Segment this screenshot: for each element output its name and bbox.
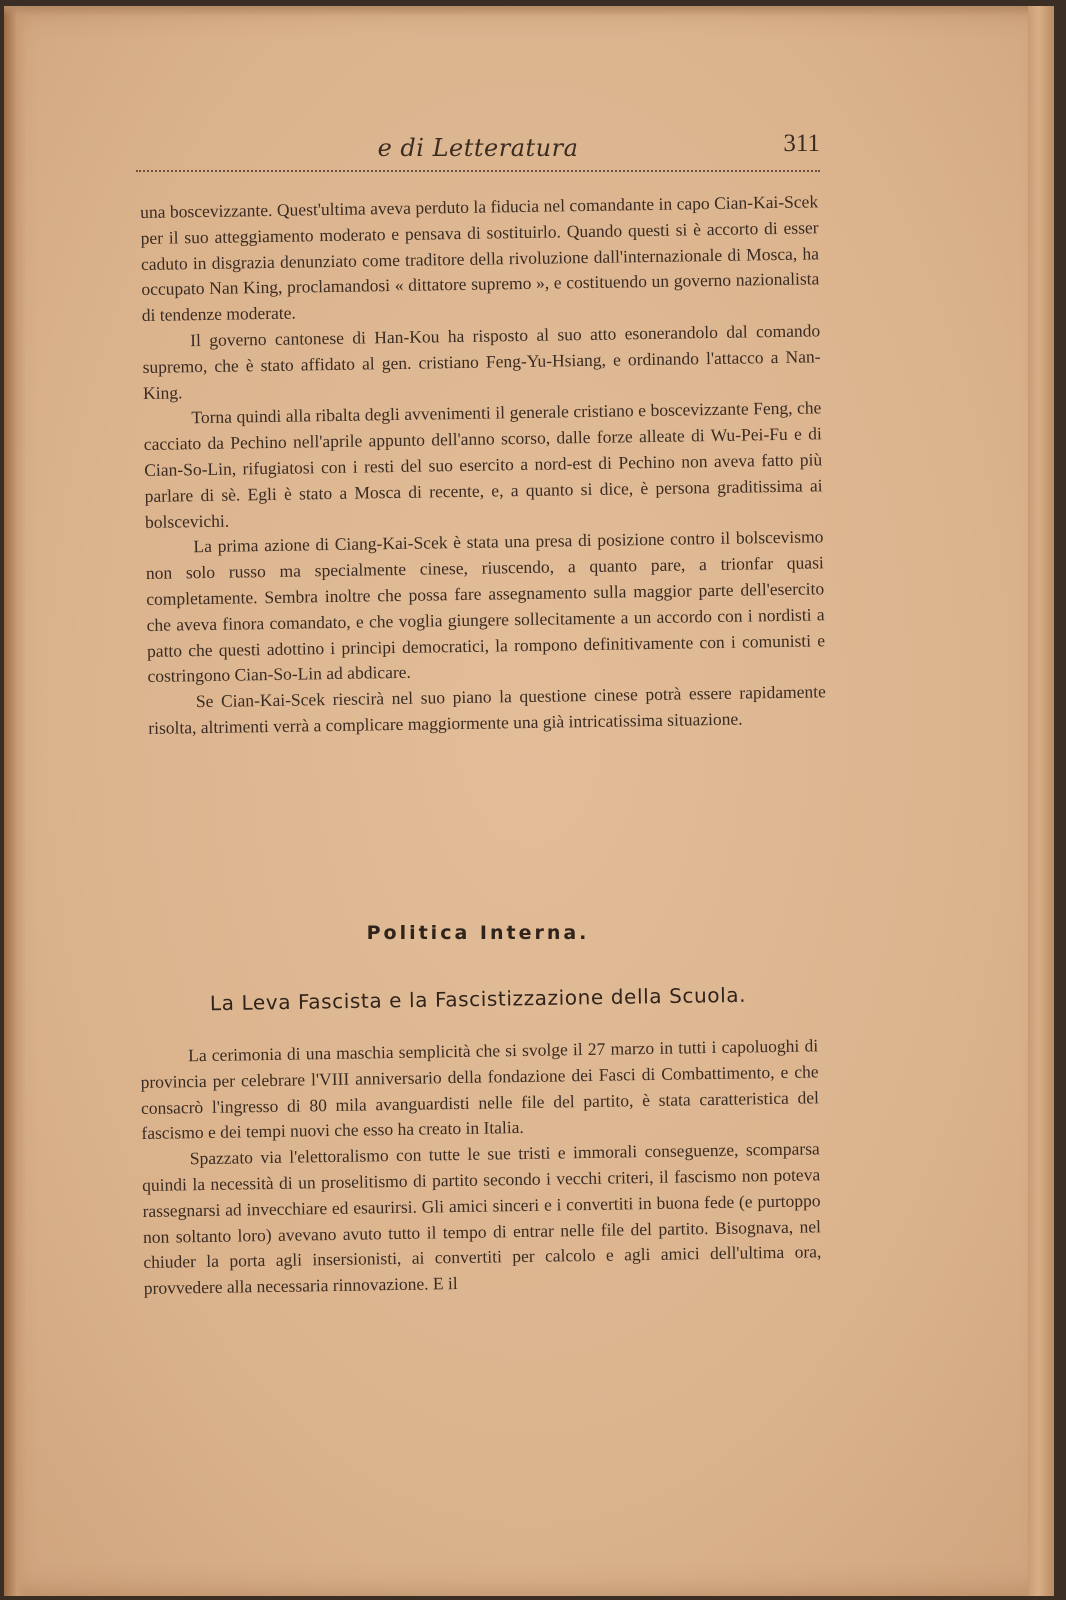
paragraph: Torna quindi alla ribalta degli avvenimenti il generale cristiano e boscevizzante Feng, che cacciato da Pechino nell'aprile appunto dell'anno scorso, dalle forze alleate di Wu-Pei-Fu e di Cian-So-Lin, rifugiatosi con i resti del suo esercito a nord-est di Pechino non aveva fatto più parlare di sè. Egli è stato a Mosca di recente, e, a quanto si dice, è persona graditissima ai bolscevichi.	[143, 397, 823, 532]
paragraph: una boscevizzante. Quest'ultima aveva perduto la fiducia nel comandante in capo Cian-Kai-Scek per il suo atteggiamento moderato e pensava di sostituirlo. Quando questi si è accorto di esser caduto in disgrazia denunziato come traditore della rivoluzione dall'internazionale di Mosca, ha occupato Nan King, proclamandosi « dittatore supremo », e costituendo un governo nazionalista di tendenze moderate.	[140, 191, 820, 326]
paragraph: La cerimonia di una maschia semplicità che si svolge il 27 marzo in tutti i capoluoghi di provincia per celebrare l'VIII anniversario della fondazione dei Fasci di Combattimento, e che consacrò l'ingresso di 80 mila avanguardisti nelle file del partito, è stata caratteristica del fascismo e dei tempi nuovi che esso ha creato in Italia.	[140, 1035, 820, 1144]
running-title: e di Letteratura	[377, 134, 579, 162]
paragraph: Spazzato via l'elettoralismo con tutte le sue tristi e immorali conseguenze, scomparsa quindi la necessità di un proselitismo di partito secondo i vecchi criteri, il fascismo non poteva rassegnarsi ad invecchiare ed esaurirsi. Gli amici sinceri e i convertiti in buona fede (e purtoppo non soltanto loro) avevano avuto tutto il tempo di entrar nelle file del partito. Bisognava, nel chiuder la porta agli insersionisti, ai convertiti per calcolo e agli amici dell'ultima ora, provvedere alla necessaria rinnovazione. E il	[142, 1138, 822, 1299]
page-header	[136, 128, 820, 178]
paragraph: Se Cian-Kai-Scek riescirà nel suo piano la questione cinese potrà essere rapidamente risolta, altrimenti verrà a complicare maggiormente una già intricatissima situazione.	[148, 681, 826, 738]
article-title: La Leva Fascista e la Fascistizzazione della Scuola.	[209, 982, 747, 1016]
paragraph: La prima azione di Ciang-Kai-Scek è stata una presa di posizione contro il bolscevismo non solo russo ma specialmente cinese, riuscendo, a quanto pare, a trionfar quasi completamente. Sembra inoltre che possa fare assegnamento sulla maggior parte dell'esercito che aveva finora comandato, e che voglia giungere sollecitamente a un accordo con i nordisti a patto che questi adottino i principi democratici, la rompono definitivamente con i comunisti e costringono Cian-So-Lin ad abdicare.	[145, 526, 826, 687]
page-binding-edge	[4, 6, 26, 1596]
page-number: 311	[783, 130, 820, 157]
paragraph: Il governo cantonese di Han-Kou ha risposto al suo atto esonerandolo dal comando supremo, che è stato affidato al gen. cristiano Feng-Yu-Hsiang, e ordinando l'attacco a Nan-King.	[142, 320, 821, 403]
foreign-policy-text	[140, 189, 826, 741]
page-top-edge	[4, 6, 1054, 16]
header-rule	[136, 170, 820, 172]
page-fore-edge	[1028, 6, 1054, 1596]
article-body	[140, 1033, 822, 1302]
section-heading: Politica Interna.	[366, 922, 590, 944]
